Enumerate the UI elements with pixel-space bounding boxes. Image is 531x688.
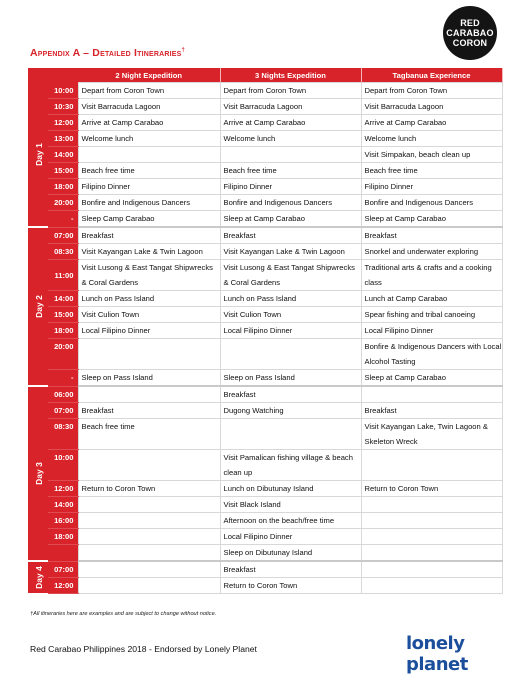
table-row [28, 339, 502, 370]
cell-tagbanua: Snorkel and underwater exploring [361, 244, 502, 260]
cell-3-nights: Visit Kayangan Lake & Twin Lagoon [220, 244, 361, 260]
time-cell: 14:00 [48, 291, 78, 307]
column-header-3-nights: 3 Nights Expedition [220, 68, 361, 83]
table-row [28, 497, 502, 513]
cell-2-night: Sleep on Pass Island [78, 370, 220, 387]
cell-2-night: Breakfast [78, 403, 220, 419]
cell-3-nights: Visit Culion Town [220, 307, 361, 323]
cell-3-nights: Bonfire and Indigenous Dancers [220, 195, 361, 211]
table-row [28, 545, 502, 562]
cell-tagbanua: Return to Coron Town [361, 481, 502, 497]
time-cell: 15:00 [48, 307, 78, 323]
cell-3-nights: Breakfast [220, 561, 361, 578]
table-row [28, 260, 502, 291]
cell-2-night: Beach free time [78, 419, 220, 450]
cell-tagbanua: Depart from Coron Town [361, 83, 502, 99]
cell-tagbanua: Breakfast [361, 227, 502, 244]
cell-2-night [78, 578, 220, 594]
time-cell: 11:00 [48, 260, 78, 291]
table-header-row [28, 68, 502, 83]
time-cell: 12:00 [48, 115, 78, 131]
table-row [28, 83, 502, 99]
cell-2-night: Welcome lunch [78, 131, 220, 147]
cell-tagbanua: Bonfire and Indigenous Dancers [361, 195, 502, 211]
cell-2-night [78, 450, 220, 481]
cell-2-night: Depart from Coron Town [78, 83, 220, 99]
cell-2-night: Return to Coron Town [78, 481, 220, 497]
cell-tagbanua [361, 497, 502, 513]
cell-2-night: Lunch on Pass Island [78, 291, 220, 307]
cell-3-nights: Visit Barracuda Lagoon [220, 99, 361, 115]
time-cell: 20:00 [48, 339, 78, 370]
time-cell: 10:00 [48, 83, 78, 99]
cell-2-night: Breakfast [78, 227, 220, 244]
cell-2-night [78, 513, 220, 529]
cell-tagbanua: Welcome lunch [361, 131, 502, 147]
cell-tagbanua: Sleep at Camp Carabao [361, 370, 502, 387]
cell-tagbanua: Local Filipino Dinner [361, 323, 502, 339]
time-cell: 20:00 [48, 195, 78, 211]
day-label: Day 1 [28, 83, 48, 228]
cell-tagbanua: Bonfire & Indigenous Dancers with Local Alcohol Tasting [361, 339, 502, 370]
cell-2-night [78, 497, 220, 513]
cell-3-nights [220, 419, 361, 450]
cell-2-night [78, 386, 220, 403]
cell-tagbanua [361, 578, 502, 594]
table-row [28, 291, 502, 307]
cell-3-nights [220, 147, 361, 163]
red-carabao-logo: RED CARABAO CORON [443, 6, 497, 60]
cell-tagbanua: Breakfast [361, 403, 502, 419]
cell-3-nights: Depart from Coron Town [220, 83, 361, 99]
cell-3-nights: Beach free time [220, 163, 361, 179]
time-cell: 13:00 [48, 131, 78, 147]
header-blank [28, 68, 48, 83]
time-cell: - [48, 211, 78, 228]
cell-2-night [78, 529, 220, 545]
cell-tagbanua: Beach free time [361, 163, 502, 179]
itinerary-table [28, 68, 503, 595]
cell-2-night [78, 147, 220, 163]
cell-3-nights: Visit Black Island [220, 497, 361, 513]
time-cell: 10:00 [48, 450, 78, 481]
cell-2-night: Visit Lusong & East Tangat Shipwrecks & Coral Gardens [78, 260, 220, 291]
table-row [28, 578, 502, 594]
cell-tagbanua [361, 450, 502, 481]
cell-3-nights: Filipino Dinner [220, 179, 361, 195]
cell-2-night: Local Filipino Dinner [78, 323, 220, 339]
cell-2-night: Beach free time [78, 163, 220, 179]
table-row [28, 529, 502, 545]
table-row [28, 307, 502, 323]
cell-2-night [78, 545, 220, 562]
cell-2-night: Arrive at Camp Carabao [78, 115, 220, 131]
cell-3-nights: Breakfast [220, 386, 361, 403]
table-row [28, 131, 502, 147]
cell-2-night: Bonfire and Indigenous Dancers [78, 195, 220, 211]
time-cell: 12:00 [48, 578, 78, 594]
table-row [28, 227, 502, 244]
time-cell: 18:00 [48, 323, 78, 339]
time-cell: 16:00 [48, 513, 78, 529]
cell-3-nights: Arrive at Camp Carabao [220, 115, 361, 131]
table-row [28, 561, 502, 578]
cell-tagbanua [361, 529, 502, 545]
cell-tagbanua [361, 513, 502, 529]
cell-3-nights: Return to Coron Town [220, 578, 361, 594]
table-row [28, 195, 502, 211]
cell-3-nights: Lunch on Dibutunay Island [220, 481, 361, 497]
cell-3-nights: Breakfast [220, 227, 361, 244]
cell-3-nights [220, 339, 361, 370]
table-row [28, 450, 502, 481]
cell-3-nights: Lunch on Pass Island [220, 291, 361, 307]
table-row [28, 179, 502, 195]
day-label: Day 2 [28, 227, 48, 386]
time-cell: 06:00 [48, 386, 78, 403]
time-cell: 07:00 [48, 227, 78, 244]
cell-tagbanua: Visit Barracuda Lagoon [361, 99, 502, 115]
cell-tagbanua: Sleep at Camp Carabao [361, 211, 502, 228]
cell-tagbanua: Filipino Dinner [361, 179, 502, 195]
cell-tagbanua: Visit Kayangan Lake, Twin Lagoon & Skeleton Wreck [361, 419, 502, 450]
cell-3-nights: Dugong Watching [220, 403, 361, 419]
table-row [28, 244, 502, 260]
cell-tagbanua: Lunch at Camp Carabao [361, 291, 502, 307]
lonely-planet-logo: lonely planet [406, 633, 468, 675]
cell-3-nights: Sleep on Pass Island [220, 370, 361, 387]
cell-2-night: Filipino Dinner [78, 179, 220, 195]
table-row [28, 513, 502, 529]
time-cell: 07:00 [48, 561, 78, 578]
time-cell: 08:30 [48, 419, 78, 450]
cell-tagbanua: Spear fishing and tribal canoeing [361, 307, 502, 323]
cell-3-nights: Sleep at Camp Carabao [220, 211, 361, 228]
table-row [28, 386, 502, 403]
time-cell: 08:30 [48, 244, 78, 260]
table-row [28, 403, 502, 419]
table-row [28, 115, 502, 131]
table-row [28, 99, 502, 115]
time-cell: 18:00 [48, 529, 78, 545]
time-cell: 15:00 [48, 163, 78, 179]
time-cell: 14:00 [48, 147, 78, 163]
cell-2-night: Sleep Camp Carabao [78, 211, 220, 228]
cell-2-night: Visit Culion Town [78, 307, 220, 323]
cell-3-nights: Local Filipino Dinner [220, 323, 361, 339]
cell-tagbanua [361, 561, 502, 578]
cell-2-night [78, 339, 220, 370]
header-blank [48, 68, 78, 83]
table-row [28, 211, 502, 228]
time-cell: 07:00 [48, 403, 78, 419]
table-row [28, 481, 502, 497]
cell-3-nights: Afternoon on the beach/free time [220, 513, 361, 529]
cell-tagbanua: Arrive at Camp Carabao [361, 115, 502, 131]
day-label: Day 4 [28, 561, 48, 594]
cell-3-nights: Sleep on Dibutunay Island [220, 545, 361, 562]
time-cell: 18:00 [48, 179, 78, 195]
cell-3-nights: Visit Lusong & East Tangat Shipwrecks & Coral Gardens [220, 260, 361, 291]
table-row [28, 323, 502, 339]
time-cell: 12:00 [48, 481, 78, 497]
cell-2-night: Visit Kayangan Lake & Twin Lagoon [78, 244, 220, 260]
time-cell: 10:30 [48, 99, 78, 115]
cell-3-nights: Welcome lunch [220, 131, 361, 147]
cell-tagbanua: Traditional arts & crafts and a cooking class [361, 260, 502, 291]
footer-text: Red Carabao Philippines 2018 - Endorsed by Lonely Planet [30, 644, 257, 654]
cell-3-nights: Local Filipino Dinner [220, 529, 361, 545]
cell-3-nights: Visit Pamalican fishing village & beach clean up [220, 450, 361, 481]
table-row [28, 419, 502, 450]
time-cell: 14:00 [48, 497, 78, 513]
table-row [28, 147, 502, 163]
day-label: Day 3 [28, 386, 48, 561]
column-header-2-night: 2 Night Expedition [78, 68, 220, 83]
cell-2-night [78, 561, 220, 578]
cell-tagbanua [361, 386, 502, 403]
cell-tagbanua [361, 545, 502, 562]
time-cell: - [48, 370, 78, 387]
time-cell [48, 545, 78, 562]
footnote: †All itineraries here are examples and are subject to change without notice. [30, 611, 217, 617]
table-row [28, 370, 502, 387]
column-header-tagbanua: Tagbanua Experience [361, 68, 502, 83]
cell-2-night: Visit Barracuda Lagoon [78, 99, 220, 115]
cell-tagbanua: Visit Simpakan, beach clean up [361, 147, 502, 163]
table-row [28, 163, 502, 179]
page-title: Appendix A – Detailed Itineraries† [30, 47, 186, 59]
